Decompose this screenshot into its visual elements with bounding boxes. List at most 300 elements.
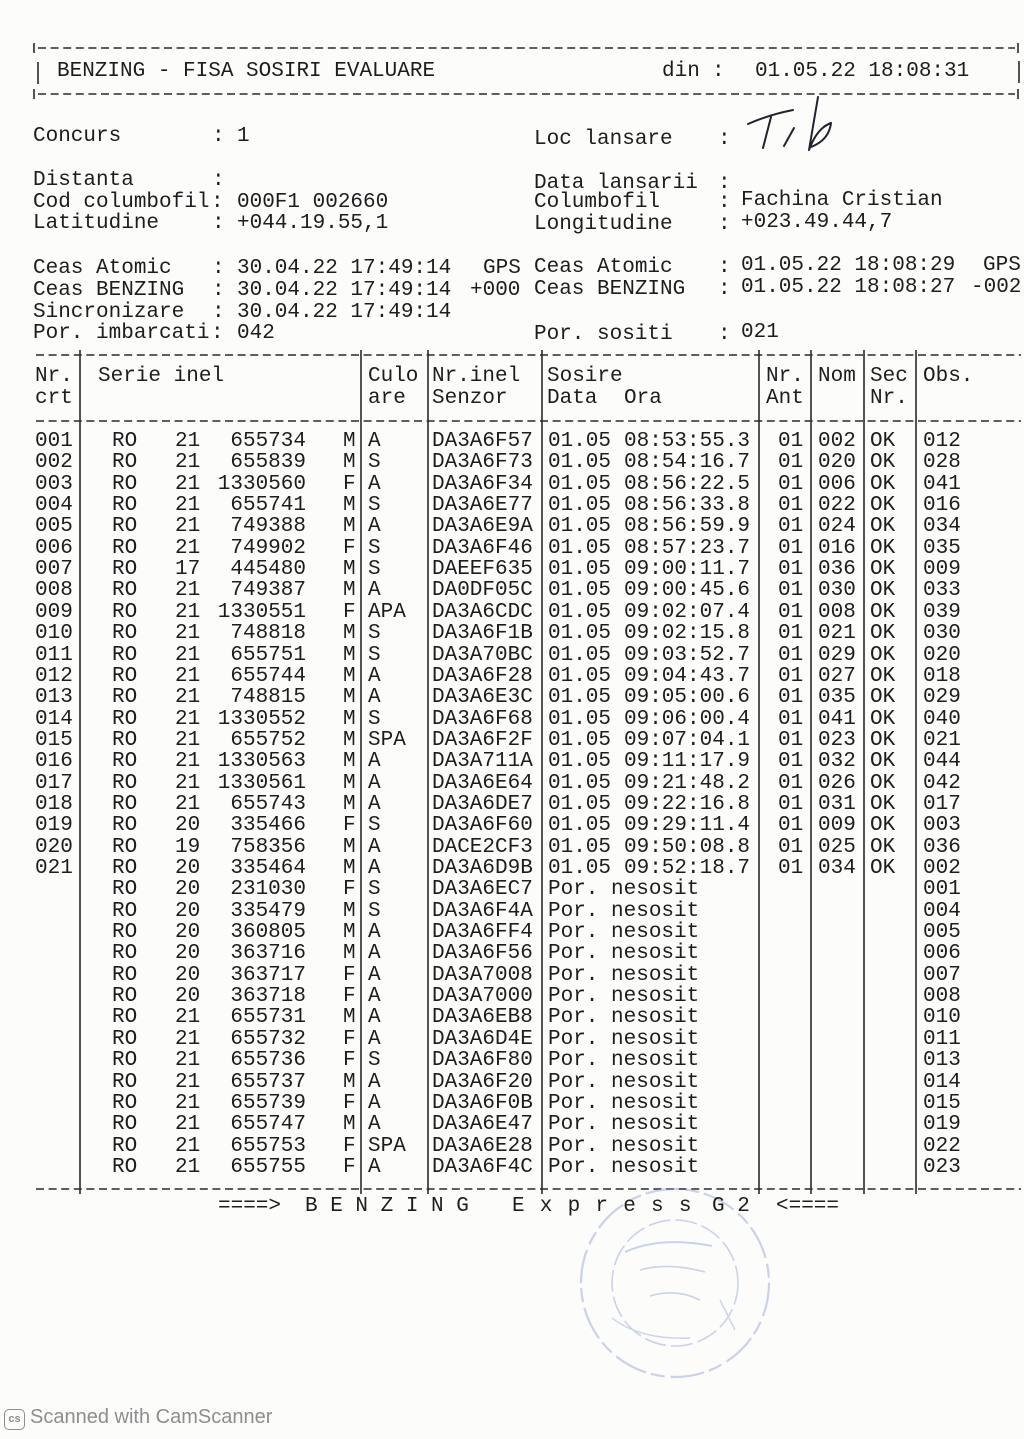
cell-inel: 231030 — [230, 878, 306, 902]
cell-sex: M — [343, 579, 356, 603]
cell-an: 20 — [175, 985, 201, 1009]
cell-inel: 655751 — [230, 643, 306, 667]
cell-tara: RO — [112, 558, 138, 582]
cell-culoare: A — [368, 1027, 381, 1051]
cell-nom: 008 — [818, 600, 856, 624]
cell-culoare: A — [368, 835, 381, 859]
table-row — [0, 773, 1024, 795]
cell-ora: 08:56:22.5 — [624, 472, 751, 496]
cell-senzor: DA3A6F4C — [432, 1155, 533, 1179]
cell-culoare: A — [368, 792, 381, 816]
cell-obs: 044 — [923, 750, 961, 774]
cell-nr: 015 — [35, 728, 73, 752]
cell-data: 01.05 — [548, 451, 612, 475]
end-ceas-benzing-value: 01.05.22 18:08:27 — [741, 276, 956, 299]
start-ceas-atomic-value: 30.04.22 17:49:14 — [237, 257, 452, 280]
table-row — [0, 495, 1024, 517]
cell-obs: 009 — [923, 558, 961, 582]
cell-ant: 01 — [778, 451, 804, 475]
cell-sex: M — [343, 942, 356, 966]
cell-tara: RO — [112, 942, 138, 966]
cell-data: 01.05 — [548, 558, 612, 582]
cell-sec: OK — [870, 622, 896, 646]
cell-senzor: DA3A6E77 — [432, 494, 533, 518]
cell-inel: 758356 — [230, 835, 306, 859]
cell-data: Por. nesosit — [548, 985, 700, 1009]
header-nr-inel: Nr.inel — [432, 365, 521, 388]
cell-sec: OK — [870, 750, 896, 774]
cell-culoare: A — [368, 515, 381, 539]
cell-sex: F — [343, 1091, 356, 1115]
distanta-label: Distanta — [33, 169, 134, 192]
cell-ant: 01 — [778, 707, 804, 731]
cell-culoare: A — [368, 1155, 381, 1179]
cell-ant: 01 — [778, 664, 804, 688]
cell-sex: F — [343, 536, 356, 560]
cell-tara: RO — [112, 1049, 138, 1073]
cell-data: 01.05 — [548, 579, 612, 603]
cell-an: 21 — [175, 643, 201, 667]
cell-sex: M — [343, 515, 356, 539]
cell-an: 21 — [175, 1113, 201, 1137]
table-row — [0, 559, 1024, 581]
cell-obs: 042 — [923, 771, 961, 795]
cell-senzor: DA3A6E64 — [432, 771, 533, 795]
cell-sex: F — [343, 1027, 356, 1051]
cell-senzor: DA3A6F80 — [432, 1049, 533, 1073]
cell-nom: 002 — [818, 430, 856, 453]
cell-nr: 020 — [35, 835, 73, 859]
cell-sex: M — [343, 899, 356, 923]
cell-obs: 040 — [923, 707, 961, 731]
cell-an: 21 — [175, 430, 201, 453]
cell-data: Por. nesosit — [548, 921, 700, 945]
start-ceas-benzing-suffix: +000 — [470, 279, 521, 302]
cell-obs: 035 — [923, 536, 961, 560]
cell-sec: OK — [870, 515, 896, 539]
cell-culoare: A — [368, 942, 381, 966]
cell-tara: RO — [112, 686, 138, 710]
cell-nom: 036 — [818, 558, 856, 582]
cell-tara: RO — [112, 750, 138, 774]
cell-ora: 09:52:18.7 — [624, 857, 751, 880]
header-senzor: Senzor — [432, 387, 508, 410]
cell-an: 19 — [175, 835, 201, 859]
cell-sex: M — [343, 921, 356, 945]
cell-senzor: DA3A6F2F — [432, 728, 533, 752]
cell-an: 21 — [175, 1091, 201, 1115]
cell-nr: 002 — [35, 451, 73, 475]
cell-sex: M — [343, 643, 356, 667]
cell-tara: RO — [112, 579, 138, 603]
cell-inel: 655755 — [230, 1155, 306, 1179]
cell-nom: 030 — [818, 579, 856, 603]
cell-ora: 09:00:45.6 — [624, 579, 751, 603]
table-row — [0, 879, 1024, 901]
cell-sec: OK — [870, 494, 896, 518]
cell-ant: 01 — [778, 515, 804, 539]
cell-culoare: S — [368, 536, 381, 560]
cell-culoare: A — [368, 1113, 381, 1137]
cell-culoare: A — [368, 771, 381, 795]
cell-inel: 363718 — [230, 985, 306, 1009]
cell-sex: M — [343, 835, 356, 859]
header-obs: Obs. — [923, 365, 974, 388]
cell-tara: RO — [112, 664, 138, 688]
cell-nom: 035 — [818, 686, 856, 710]
cell-an: 21 — [175, 622, 201, 646]
cell-data: Por. nesosit — [548, 1113, 700, 1137]
cell-an: 20 — [175, 942, 201, 966]
header-data: Data — [547, 387, 598, 410]
cell-nr: 003 — [35, 472, 73, 496]
cell-culoare: S — [368, 622, 381, 646]
cell-data: 01.05 — [548, 600, 612, 624]
cell-an: 21 — [175, 472, 201, 496]
cell-culoare: A — [368, 430, 381, 453]
cell-culoare: S — [368, 643, 381, 667]
cell-ant: 01 — [778, 472, 804, 496]
cell-obs: 036 — [923, 835, 961, 859]
table-row — [0, 452, 1024, 474]
cell-sec: OK — [870, 579, 896, 603]
cell-nom: 022 — [818, 494, 856, 518]
cell-ant: 01 — [778, 494, 804, 518]
cell-sex: M — [343, 558, 356, 582]
cell-nom: 029 — [818, 643, 856, 667]
cell-nr: 014 — [35, 707, 73, 731]
cell-inel: 363716 — [230, 942, 306, 966]
cell-an: 21 — [175, 1006, 201, 1030]
cell-obs: 034 — [923, 515, 961, 539]
table-row — [0, 1093, 1024, 1115]
latitudine-colon: : — [212, 212, 225, 235]
cell-inel: 655736 — [230, 1049, 306, 1073]
cell-ant: 01 — [778, 430, 804, 453]
cell-inel: 1330551 — [217, 600, 306, 624]
cell-senzor: DA0DF05C — [432, 579, 533, 603]
cell-data: 01.05 — [548, 750, 612, 774]
header-ant: Ant — [766, 387, 804, 410]
cell-nr: 016 — [35, 750, 73, 774]
cell-data: 01.05 — [548, 515, 612, 539]
cell-ora: 09:02:15.8 — [624, 622, 751, 646]
cell-data: 01.05 — [548, 643, 612, 667]
table-row — [0, 1007, 1024, 1029]
cell-obs: 005 — [923, 921, 961, 945]
cell-sec: OK — [870, 835, 896, 859]
cell-culoare: SPA — [368, 728, 406, 752]
cell-tara: RO — [112, 643, 138, 667]
cell-an: 21 — [175, 728, 201, 752]
cell-tara: RO — [112, 771, 138, 795]
cell-tara: RO — [112, 1027, 138, 1051]
cell-nr: 005 — [35, 515, 73, 539]
cell-an: 21 — [175, 1049, 201, 1073]
header-culoare: Culo — [368, 365, 419, 388]
cell-obs: 010 — [923, 1006, 961, 1030]
cell-culoare: A — [368, 1006, 381, 1030]
table-row — [0, 516, 1024, 538]
cell-nr: 009 — [35, 600, 73, 624]
cell-inel: 748818 — [230, 622, 306, 646]
cell-ant: 01 — [778, 728, 804, 752]
cell-senzor: DA3A6E28 — [432, 1134, 533, 1158]
cell-nr: 017 — [35, 771, 73, 795]
cell-sec: OK — [870, 472, 896, 496]
cell-sex: M — [343, 494, 356, 518]
imbarcati-colon: : — [211, 322, 224, 345]
camscanner-logo-icon: cs — [4, 1409, 25, 1430]
cell-senzor: DA3A6E47 — [432, 1113, 533, 1137]
table-row — [0, 922, 1024, 944]
cell-ora: 08:53:55.3 — [624, 430, 751, 453]
cell-obs: 001 — [923, 878, 961, 902]
cell-inel: 1330560 — [217, 472, 306, 496]
cell-tara: RO — [112, 1070, 138, 1094]
cell-culoare: S — [368, 1049, 381, 1073]
cell-senzor: DA3A6F57 — [432, 430, 533, 453]
document-title: BENZING - FISA SOSIRI EVALUARE — [57, 60, 436, 83]
cell-ant: 01 — [778, 536, 804, 560]
cell-tara: RO — [112, 921, 138, 945]
sincronizare-colon: : — [212, 301, 225, 324]
cell-culoare: A — [368, 963, 381, 987]
columbofil-value: Fachina Cristian — [741, 189, 943, 212]
cell-data: 01.05 — [548, 707, 612, 731]
cell-an: 21 — [175, 792, 201, 816]
cell-senzor: DA3A6F73 — [432, 451, 533, 475]
cell-obs: 002 — [923, 857, 961, 880]
cell-sex: F — [343, 600, 356, 624]
cell-obs: 018 — [923, 664, 961, 688]
cell-an: 21 — [175, 451, 201, 475]
cell-sec: OK — [870, 536, 896, 560]
columbofil-colon: : — [718, 191, 731, 214]
cell-inel: 655839 — [230, 451, 306, 475]
cell-data: Por. nesosit — [548, 1049, 700, 1073]
cell-data: Por. nesosit — [548, 1070, 700, 1094]
cell-nom: 032 — [818, 750, 856, 774]
cell-nom: 024 — [818, 515, 856, 539]
table-row — [0, 709, 1024, 731]
cell-an: 21 — [175, 600, 201, 624]
cell-tara: RO — [112, 622, 138, 646]
cell-culoare: S — [368, 558, 381, 582]
cell-culoare: S — [368, 814, 381, 838]
cell-nom: 027 — [818, 664, 856, 688]
cell-inel: 749387 — [230, 579, 306, 603]
table-row — [0, 580, 1024, 602]
cell-ora: 08:56:33.8 — [624, 494, 751, 518]
cell-sex: M — [343, 857, 356, 880]
table-row — [0, 1072, 1024, 1094]
cell-senzor: DA3A6F4A — [432, 899, 533, 923]
cell-data: Por. nesosit — [548, 878, 700, 902]
cell-sex: F — [343, 472, 356, 496]
loc-lansare-label: Loc lansare — [534, 128, 673, 151]
cell-culoare: SPA — [368, 1134, 406, 1158]
cell-an: 21 — [175, 536, 201, 560]
cell-tara: RO — [112, 963, 138, 987]
end-ceas-atomic-suffix: GPS — [983, 254, 1021, 277]
cell-senzor: DA3A711A — [432, 750, 533, 774]
header-sec: Sec — [870, 365, 908, 388]
cell-tara: RO — [112, 1006, 138, 1030]
cell-data: Por. nesosit — [548, 942, 700, 966]
distanta-colon: : — [212, 169, 225, 192]
table-row — [0, 687, 1024, 709]
cell-tara: RO — [112, 494, 138, 518]
header-ora: Ora — [624, 387, 662, 410]
longitudine-label: Longitudine — [534, 213, 673, 236]
cell-sex: F — [343, 814, 356, 838]
cell-inel: 655731 — [230, 1006, 306, 1030]
cell-obs: 013 — [923, 1049, 961, 1073]
cell-data: 01.05 — [548, 664, 612, 688]
longitudine-colon: : — [718, 213, 731, 236]
cell-an: 21 — [175, 707, 201, 731]
cell-obs: 029 — [923, 686, 961, 710]
imbarcati-label: Por. imbarcati — [33, 322, 210, 345]
cell-inel: 335479 — [230, 899, 306, 923]
columbofil-label: Columbofil — [534, 191, 661, 214]
cell-data: 01.05 — [548, 792, 612, 816]
start-ceas-atomic-colon: : — [212, 257, 225, 280]
cell-culoare: A — [368, 921, 381, 945]
cell-obs: 014 — [923, 1070, 961, 1094]
cell-sec: OK — [870, 792, 896, 816]
cell-sec: OK — [870, 814, 896, 838]
table-row — [0, 1114, 1024, 1136]
cell-ant: 01 — [778, 792, 804, 816]
cell-ora: 09:21:48.2 — [624, 771, 751, 795]
cell-culoare: A — [368, 664, 381, 688]
cell-an: 21 — [175, 1027, 201, 1051]
cell-tara: RO — [112, 1091, 138, 1115]
sincronizare-label: Sincronizare — [33, 301, 185, 324]
cell-sex: M — [343, 750, 356, 774]
table-row — [0, 666, 1024, 688]
cell-obs: 007 — [923, 963, 961, 987]
cell-nom: 021 — [818, 622, 856, 646]
din-label: din — [662, 60, 700, 83]
cell-data: Por. nesosit — [548, 1027, 700, 1051]
cell-nom: 020 — [818, 451, 856, 475]
cell-data: Por. nesosit — [548, 1134, 700, 1158]
cell-senzor: DA3A6F60 — [432, 814, 533, 838]
concurs-label: Concurs — [33, 125, 122, 148]
cell-an: 21 — [175, 1155, 201, 1179]
cell-inel: 335464 — [230, 857, 306, 880]
cell-obs: 033 — [923, 579, 961, 603]
cell-data: Por. nesosit — [548, 1155, 700, 1179]
cell-senzor: DA3A6F1B — [432, 622, 533, 646]
cell-sex: M — [343, 1113, 356, 1137]
cell-inel: 749902 — [230, 536, 306, 560]
table-row — [0, 751, 1024, 773]
cell-senzor: DA3A6FF4 — [432, 921, 533, 945]
cell-nr: 021 — [35, 857, 73, 880]
cell-sex: M — [343, 728, 356, 752]
cell-inel: 655732 — [230, 1027, 306, 1051]
cell-tara: RO — [112, 1113, 138, 1137]
cell-sex: F — [343, 1155, 356, 1179]
cell-tara: RO — [112, 1155, 138, 1179]
cell-ora: 09:03:52.7 — [624, 643, 751, 667]
cell-nr: 006 — [35, 536, 73, 560]
cell-ant: 01 — [778, 771, 804, 795]
table-row — [0, 815, 1024, 837]
cell-data: 01.05 — [548, 728, 612, 752]
cell-tara: RO — [112, 515, 138, 539]
cell-senzor: DA3A6F46 — [432, 536, 533, 560]
camscanner-watermark: Scanned with CamScanner — [30, 1406, 273, 1428]
cell-nom: 006 — [818, 472, 856, 496]
cell-senzor: DA3A7000 — [432, 985, 533, 1009]
cell-ora: 09:07:04.1 — [624, 728, 751, 752]
cell-culoare: A — [368, 686, 381, 710]
cell-senzor: DA3A6F34 — [432, 472, 533, 496]
cell-ora: 09:04:43.7 — [624, 664, 751, 688]
table-row — [0, 538, 1024, 560]
table-row — [0, 623, 1024, 645]
cell-an: 20 — [175, 857, 201, 880]
table-row — [0, 858, 1024, 880]
cod-columbofil-label: Cod columbofil — [33, 191, 210, 214]
cell-ora: 09:22:16.8 — [624, 792, 751, 816]
sositi-colon: : — [718, 323, 731, 346]
cell-tara: RO — [112, 899, 138, 923]
cell-inel: 748815 — [230, 686, 306, 710]
latitudine-value: +044.19.55,1 — [237, 212, 389, 235]
cell-data: 01.05 — [548, 771, 612, 795]
cell-ant: 01 — [778, 857, 804, 880]
cell-nom: 026 — [818, 771, 856, 795]
cell-data: 01.05 — [548, 430, 612, 453]
cell-an: 20 — [175, 878, 201, 902]
cell-ant: 01 — [778, 622, 804, 646]
cell-data: 01.05 — [548, 686, 612, 710]
cell-obs: 023 — [923, 1155, 961, 1179]
cell-data: 01.05 — [548, 814, 612, 838]
cell-ora: 08:56:59.9 — [624, 515, 751, 539]
cell-obs: 012 — [923, 430, 961, 453]
cell-data: Por. nesosit — [548, 899, 700, 923]
sositi-value: 021 — [741, 321, 779, 344]
start-ceas-atomic-suffix: GPS — [483, 257, 521, 280]
cell-obs: 011 — [923, 1027, 961, 1051]
cell-culoare: A — [368, 985, 381, 1009]
cell-inel: 1330561 — [217, 771, 306, 795]
cell-obs: 003 — [923, 814, 961, 838]
cell-sex: M — [343, 664, 356, 688]
cell-tara: RO — [112, 536, 138, 560]
data-lansarii-colon: : — [718, 172, 731, 195]
cell-sec: OK — [870, 664, 896, 688]
data-lansarii-label: Data lansarii — [534, 172, 698, 195]
cell-ora: 08:57:23.7 — [624, 536, 751, 560]
cell-tara: RO — [112, 857, 138, 880]
table-row — [0, 645, 1024, 667]
start-ceas-benzing-value: 30.04.22 17:49:14 — [237, 279, 452, 302]
table-row — [0, 901, 1024, 923]
cell-an: 21 — [175, 515, 201, 539]
cell-tara: RO — [112, 792, 138, 816]
cell-ant: 01 — [778, 600, 804, 624]
cell-nr: 012 — [35, 664, 73, 688]
cell-nr: 001 — [35, 430, 73, 453]
